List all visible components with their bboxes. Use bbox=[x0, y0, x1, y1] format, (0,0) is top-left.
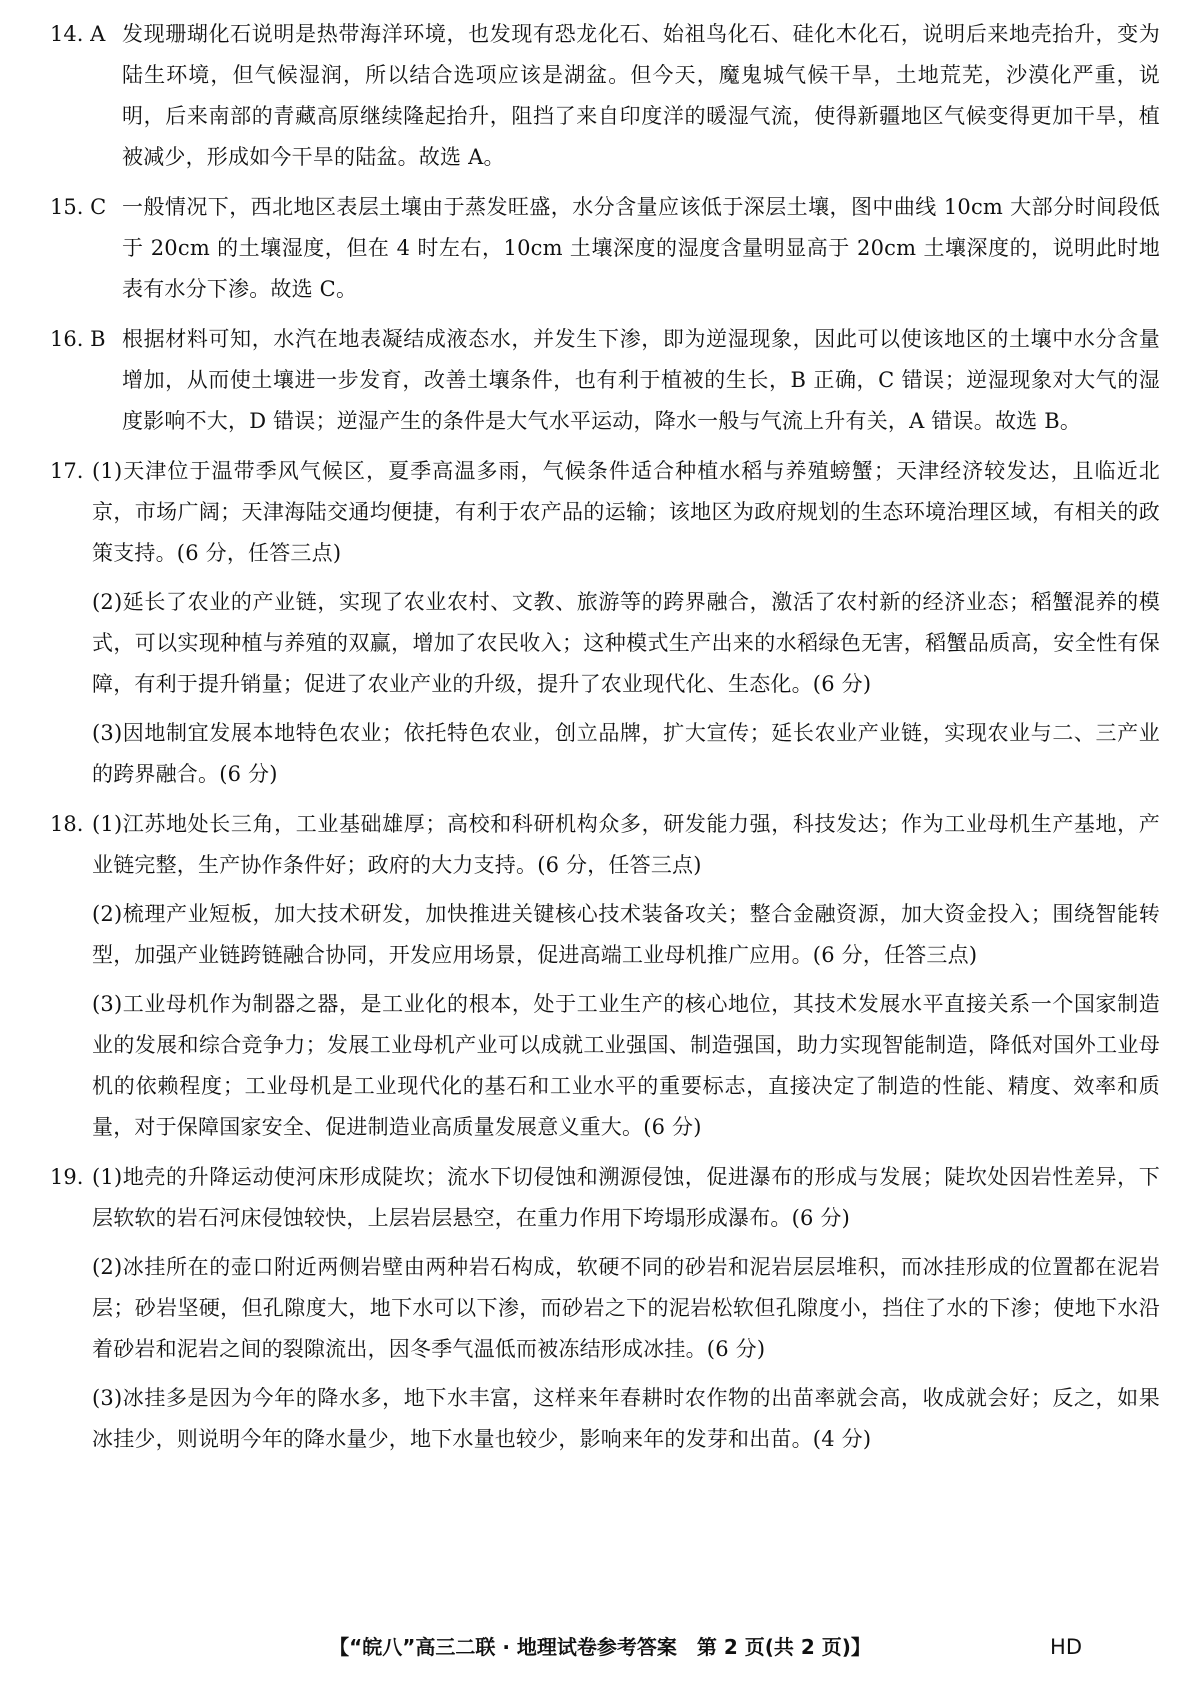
answer-paragraph: (2)冰挂所在的壶口附近两侧岩壁由两种岩石构成，软硬不同的砂岩和泥岩层层堆积，而冰挂形成的位置都在泥岩层；砂岩坚硬，但孔隙度大，地下水可以下渗，而砂岩之下的泥岩松软但孔隙度小，挡住了水的下渗；使地下水沿着砂岩和泥岩之间的裂隙流出，因冬季气温低而被冻结形成冰挂。(6 分) bbox=[92, 1255, 1160, 1361]
answer-paragraph: (1)江苏地处长三角，工业基础雄厚；高校和科研机构众多，研发能力强，科技发达；作为工业母机生产基地，产业链完整，生产协作条件好；政府的大力支持。(6 分，任答三点) bbox=[92, 812, 1160, 877]
answer-body bbox=[92, 319, 1160, 442]
answer-number: 19. bbox=[50, 1165, 84, 1189]
answer-paragraph: (2)梳理产业短板，加大技术研发，加快推进关键核心技术装备攻关；整合金融资源，加大资金投入；围绕智能转型，加强产业链跨链融合协同，开发应用场景，促进高端工业母机推广应用。(6 分，任答三点) bbox=[92, 902, 1160, 967]
answer-number: 18. bbox=[50, 812, 84, 836]
answer-number: 14. A bbox=[50, 22, 106, 46]
answer-paragraph: 一般情况下，西北地区表层土壤由于蒸发旺盛，水分含量应该低于深层土壤，图中曲线 10cm 大部分时间段低于 20cm 的土壤湿度，但在 4 时左右，10cm 土壤深度的湿度含量明显高于 20cm 土壤深度的，说明此时地表有水分下渗。故选 C。 bbox=[122, 195, 1160, 301]
answer-body bbox=[92, 1157, 1160, 1460]
answers-content bbox=[50, 14, 1160, 1469]
answer-item bbox=[50, 14, 1160, 178]
answer-body bbox=[92, 804, 1160, 1148]
footer-code: HD bbox=[1050, 1635, 1082, 1659]
answer-paragraph: 发现珊瑚化石说明是热带海洋环境，也发现有恐龙化石、始祖鸟化石、硅化木化石，说明后来地壳抬升，变为陆生环境，但气候湿润，所以结合选项应该是湖盆。但今天，魔鬼城气候干旱，土地荒芜，沙漠化严重，说明，后来南部的青藏高原继续隆起抬升，阻挡了来自印度洋的暖湿气流，使得新疆地区气候变得更加干旱，植被减少，形成如今干旱的陆盆。故选 A。 bbox=[122, 22, 1160, 169]
answer-body bbox=[92, 14, 1160, 178]
footer-title: 【“皖八”高三二联 · 地理试卷参考答案 第 2 页(共 2 页)】 bbox=[329, 1635, 871, 1659]
answer-item bbox=[50, 804, 1160, 1148]
answer-item bbox=[50, 1157, 1160, 1460]
answer-body bbox=[92, 451, 1160, 795]
answer-paragraph: (1)天津位于温带季风气候区，夏季高温多雨，气候条件适合种植水稻与养殖螃蟹；天津经济较发达，且临近北京，市场广阔；天津海陆交通均便捷，有利于农产品的运输；该地区为政府规划的生态环境治理区域，有相关的政策支持。(6 分，任答三点) bbox=[92, 459, 1160, 565]
answer-paragraph: (3)工业母机作为制器之器，是工业化的根本，处于工业生产的核心地位，其技术发展水平直接关系一个国家制造业的发展和综合竞争力；发展工业母机产业可以成就工业强国、制造强国，助力实现智能制造，降低对国外工业母机的依赖程度；工业母机是工业现代化的基石和工业水平的重要标志，直接决定了制造的性能、精度、效率和质量，对于保障国家安全、促进制造业高质量发展意义重大。(6 分) bbox=[92, 992, 1160, 1139]
answer-paragraph: (2)延长了农业的产业链，实现了农业农村、文教、旅游等的跨界融合，激活了农村新的经济业态；稻蟹混养的模式，可以实现种植与养殖的双赢，增加了农民收入；这种模式生产出来的水稻绿色无害，稻蟹品质高，安全性有保障，有利于提升销量；促进了农业产业的升级，提升了农业现代化、生态化。(6 分) bbox=[92, 590, 1160, 696]
answer-paragraph: (3)冰挂多是因为今年的降水多，地下水丰富，这样来年春耕时农作物的出苗率就会高，收成就会好；反之，如果冰挂少，则说明今年的降水量少，地下水量也较少，影响来年的发芽和出苗。(4 分) bbox=[92, 1386, 1160, 1451]
answer-paragraph: 根据材料可知，水汽在地表凝结成液态水，并发生下渗，即为逆湿现象，因此可以使该地区的土壤中水分含量增加，从而使土壤进一步发育，改善土壤条件，也有利于植被的生长，B 正确，C 错误；逆湿现象对大气的湿度影响不大，D 错误；逆湿产生的条件是大气水平运动，降水一般与气流上升有关，A 错误。故选 B。 bbox=[122, 327, 1160, 433]
answer-number: 16. B bbox=[50, 327, 106, 351]
answer-item bbox=[50, 319, 1160, 442]
answer-number: 17. bbox=[50, 459, 84, 483]
answer-body bbox=[92, 187, 1160, 310]
answer-number: 15. C bbox=[50, 195, 107, 219]
answer-paragraph: (3)因地制宜发展本地特色农业；依托特色农业，创立品牌，扩大宣传；延长农业产业链，实现农业与二、三产业的跨界融合。(6 分) bbox=[92, 721, 1160, 786]
page-footer bbox=[0, 1630, 1200, 1670]
answer-paragraph: (1)地壳的升降运动使河床形成陡坎；流水下切侵蚀和溯源侵蚀，促进瀑布的形成与发展；陡坎处因岩性差异，下层软软的岩石河床侵蚀较快，上层岩层悬空，在重力作用下垮塌形成瀑布。(6 分) bbox=[92, 1165, 1160, 1230]
answer-item bbox=[50, 187, 1160, 310]
answer-item bbox=[50, 451, 1160, 795]
